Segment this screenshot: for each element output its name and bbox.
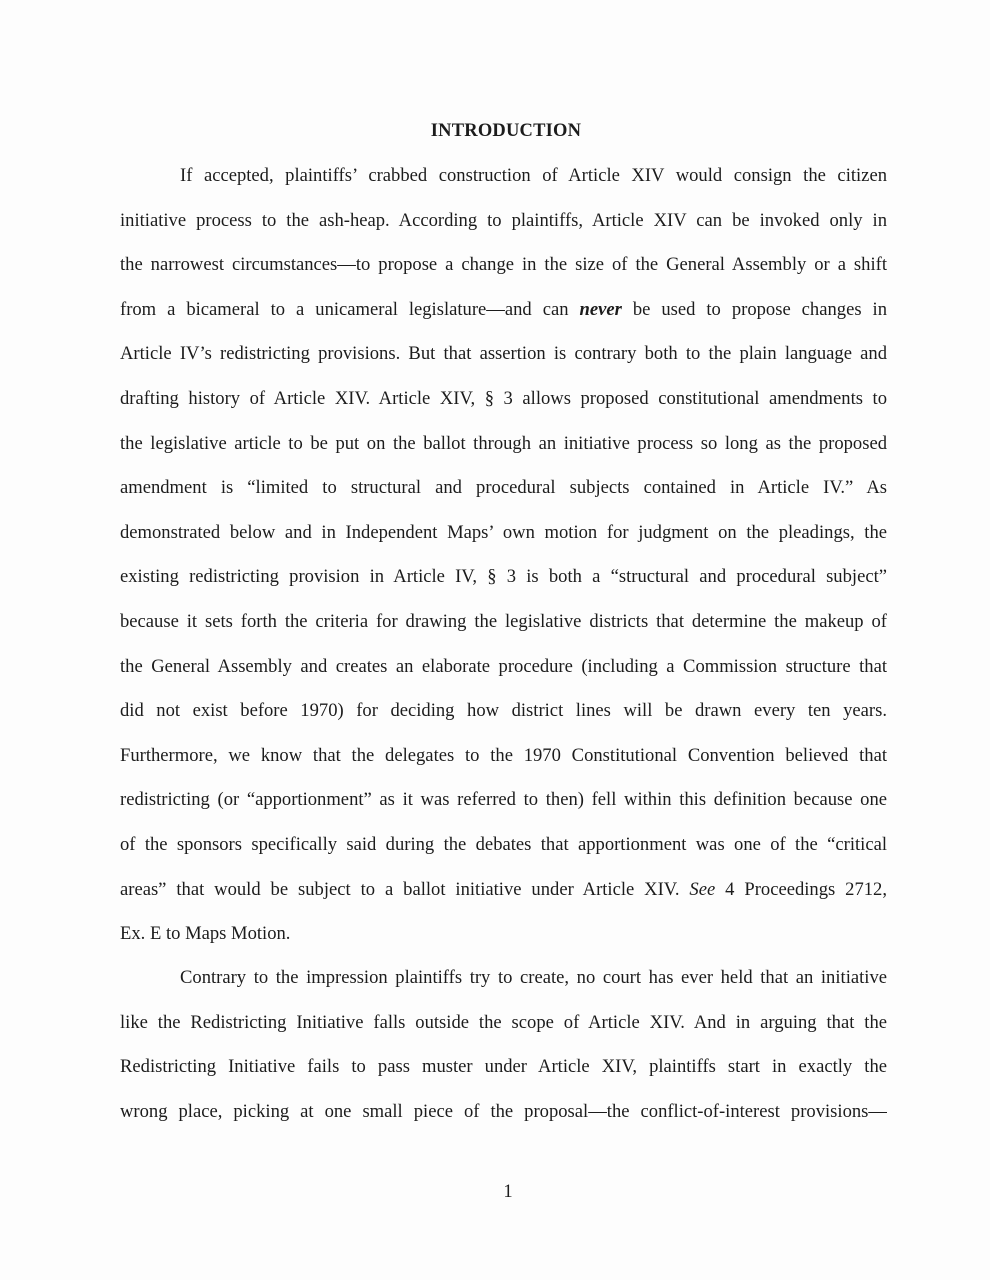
text-segment: areas” that would be subject to a ballot initiative under Article XIV. <box>120 878 680 900</box>
text-line: the General Assembly and creates an elaborate procedure (including a Commission structure that <box>120 655 887 677</box>
text-line: drafting history of Article XIV. Article XIV, § 3 allows proposed constitutional amendments to <box>120 387 887 409</box>
text-line: If accepted, plaintiffs’ crabbed construction of Article XIV would consign the citizen <box>180 165 887 186</box>
text-segment: be used to propose changes in <box>632 298 887 320</box>
text-line: the narrowest circumstances—to propose a change in the size of the General Assembly or a shift <box>120 254 887 276</box>
text-line: Contrary to the impression plaintiffs try to create, no court has ever held that an initiative <box>180 967 887 988</box>
paragraph-introduction <box>120 154 887 957</box>
text-segment: 4 Proceedings 2712, <box>725 878 887 900</box>
text-line: of the sponsors specifically said during the debates that apportionment was one of the “critical <box>120 833 887 855</box>
text-line: the legislative article to be put on the ballot through an initiative process so long as the proposed <box>120 432 887 454</box>
text-line: Article IV’s redistricting provisions. But that assertion is contrary both to the plain language and <box>120 343 887 365</box>
emphasis-never: never <box>579 298 622 320</box>
text-line: redistricting (or “apportionment” as it was referred to then) fell within this definition because one <box>120 789 887 811</box>
text-line: demonstrated below and in Independent Maps’ own motion for judgment on the pleadings, the <box>120 521 887 543</box>
text-line: like the Redistricting Initiative falls outside the scope of Article XIV. And in arguing that the <box>120 1011 887 1033</box>
text-line: Furthermore, we know that the delegates to the 1970 Constitutional Convention believed that <box>120 744 887 766</box>
text-line: Ex. E to Maps Motion. <box>120 923 291 945</box>
paragraph-contrary <box>120 956 887 1134</box>
text-line: amendment is “limited to structural and procedural subjects contained in Article IV.” As <box>120 477 887 499</box>
text-line: did not exist before 1970) for deciding how district lines will be drawn every ten years. <box>120 700 887 722</box>
text-segment: from a bicameral to a unicameral legislature—and can <box>120 298 569 320</box>
text-line: existing redistricting provision in Article IV, § 3 is both a “structural and procedural subject” <box>120 566 887 588</box>
page-number: 1 <box>503 1181 513 1202</box>
text-line: wrong place, picking at one small piece of the proposal—the conflict-of-interest provisions— <box>120 1100 887 1122</box>
text-line: because it sets forth the criteria for drawing the legislative districts that determine the makeup of <box>120 610 887 632</box>
text-line: Redistricting Initiative fails to pass muster under Article XIV, plaintiffs start in exactly the <box>120 1056 887 1078</box>
section-heading: INTRODUCTION <box>430 121 582 141</box>
text-line-with-citation <box>120 868 887 913</box>
citation-signal-see: See <box>689 878 716 900</box>
text-line-with-emphasis <box>120 288 887 333</box>
text-line: initiative process to the ash-heap. According to plaintiffs, Article XIV can be invoked only in <box>120 209 887 231</box>
